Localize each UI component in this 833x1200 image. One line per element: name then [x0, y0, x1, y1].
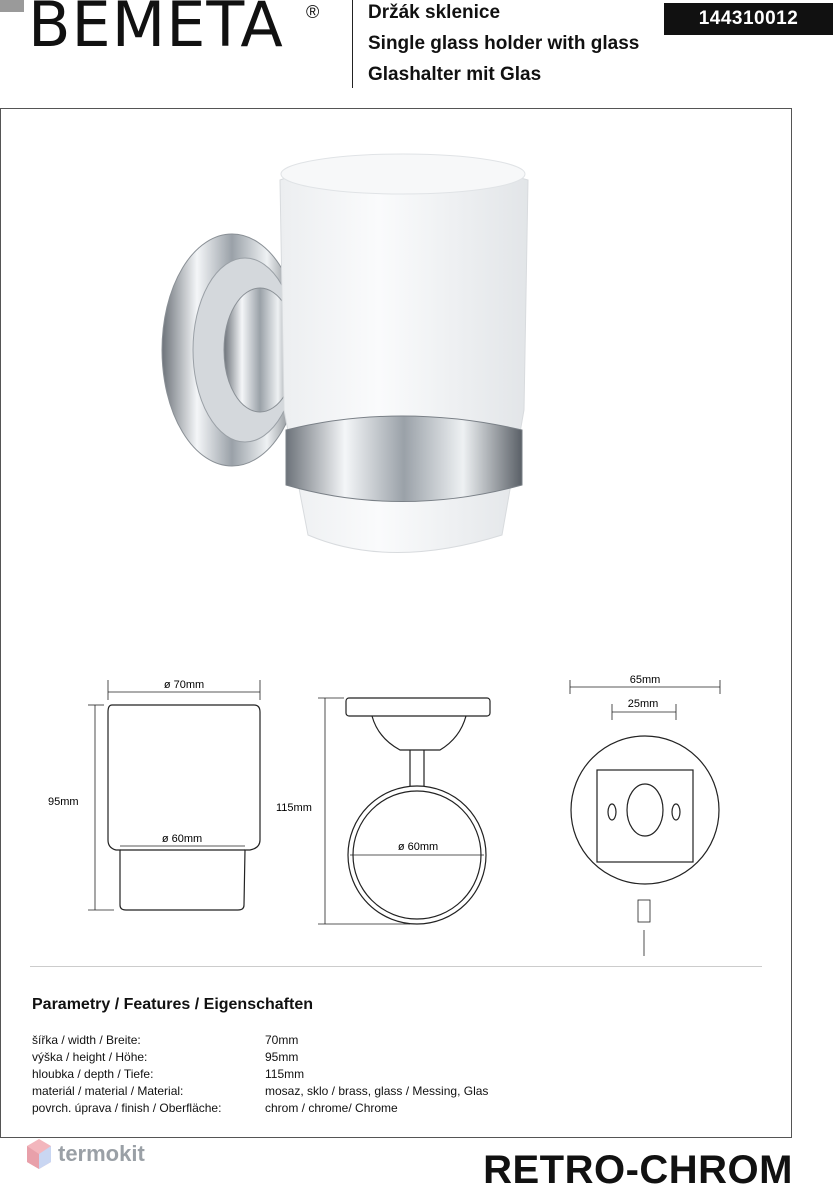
side-height: 115mm [276, 802, 312, 814]
spec-label: šířka / width / Breite: [32, 1033, 141, 1047]
spec-value: 115mm [265, 1067, 305, 1081]
sku-badge: 144310012 [664, 3, 833, 35]
product-photo [150, 140, 550, 580]
features-divider [30, 966, 762, 967]
header-divider [352, 0, 353, 88]
registered-mark: ® [306, 2, 320, 22]
features-title: Parametry / Features / Eigenschaften [32, 996, 313, 1013]
spec-value: 70mm [265, 1033, 299, 1047]
brand-square-mark [0, 0, 24, 12]
brand-logo: BEMETA [28, 0, 284, 61]
front-diameter-bottom: ø 60mm [161, 833, 203, 845]
title-english: Single glass holder with glass [368, 33, 640, 54]
termokit-watermark [26, 1138, 145, 1170]
spec-label: výška / height / Höhe: [32, 1050, 148, 1064]
spec-label: materiál / material / Material: [32, 1084, 184, 1098]
spec-value: 95mm [265, 1050, 299, 1064]
front-height: 95mm [48, 796, 79, 808]
title-czech: Držák sklenice [368, 2, 501, 23]
spec-label: hloubka / depth / Tiefe: [32, 1067, 154, 1081]
spec-value: mosaz, sklo / brass, glass / Messing, Glas [265, 1084, 489, 1098]
mount-width: 65mm [629, 674, 661, 686]
series-name: RETRO-CHROM [483, 1148, 793, 1192]
spec-label: povrch. úprava / finish / Oberfläche: [32, 1101, 222, 1115]
technical-drawings [0, 660, 792, 960]
mount-hole-spacing: 25mm [627, 698, 659, 710]
front-diameter-top: ø 70mm [163, 679, 205, 691]
spec-value: chrom / chrome/ Chrome [265, 1101, 398, 1115]
hexagon-logo-icon [26, 1138, 52, 1170]
side-ring-diameter: ø 60mm [397, 841, 439, 853]
title-german: Glashalter mit Glas [368, 64, 542, 85]
termokit-label: termokit [58, 1141, 145, 1166]
